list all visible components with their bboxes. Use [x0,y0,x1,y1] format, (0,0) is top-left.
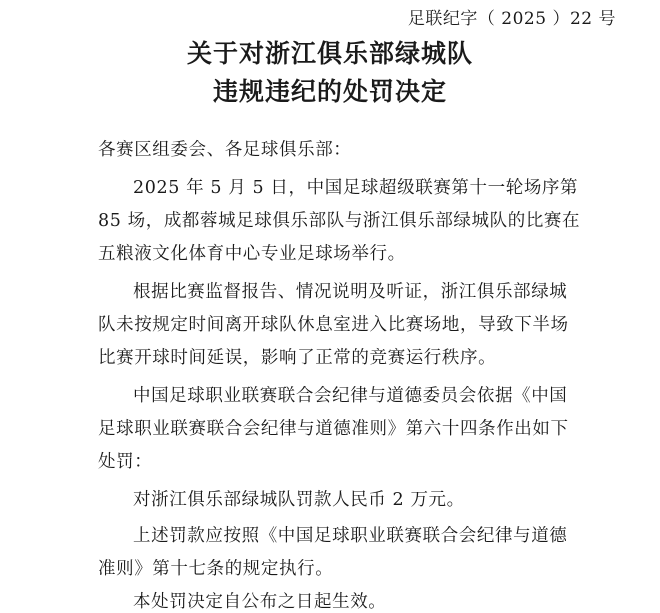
paragraph-1-line-2: 85 场，成都蓉城足球俱乐部队与浙江俱乐部绿城队的比赛在 [98,211,581,231]
paragraph-4-line-1: 对浙江俱乐部绿城队罚款人民币 2 万元。 [133,490,465,510]
paragraph-5-line-2: 准则》第十七条的规定执行。 [98,559,334,579]
paragraph-2-line-2: 队未按规定时间离开球队休息室进入比赛场地，导致下半场 [98,315,569,335]
document-number: 足联纪字（ 2025 ）22 号 [407,9,616,29]
paragraph-6-line-1: 本处罚决定自公布之日起生效。 [133,592,387,612]
paragraph-2-line-3: 比赛开球时间延误，影响了正常的竞赛运行秩序。 [98,348,497,368]
document-title-line-1: 关于对浙江俱乐部绿城队 [186,39,473,68]
paragraph-1-line-1: 2025 年 5 月 5 日，中国足球超级联赛第十一轮场序第 [133,178,579,198]
paragraph-3-line-2: 足球职业联赛联合会纪律与道德准则》第六十四条作出如下 [98,419,569,439]
paragraph-2-line-1: 根据比赛监督报告、情况说明及听证，浙江俱乐部绿城 [133,282,568,302]
paragraph-3-line-3: 处罚： [98,452,153,472]
paragraph-5-line-1: 上述罚款应按照《中国足球职业联赛联合会纪律与道德 [133,526,568,546]
document-title-line-2: 违规违纪的处罚决定 [212,77,447,106]
paragraph-3-line-1: 中国足球职业联赛联合会纪律与道德委员会依据《中国 [133,386,568,406]
salutation: 各赛区组委会、各足球俱乐部： [98,140,352,160]
paragraph-1-line-3: 五粮液文化体育中心专业足球场举行。 [98,244,406,264]
